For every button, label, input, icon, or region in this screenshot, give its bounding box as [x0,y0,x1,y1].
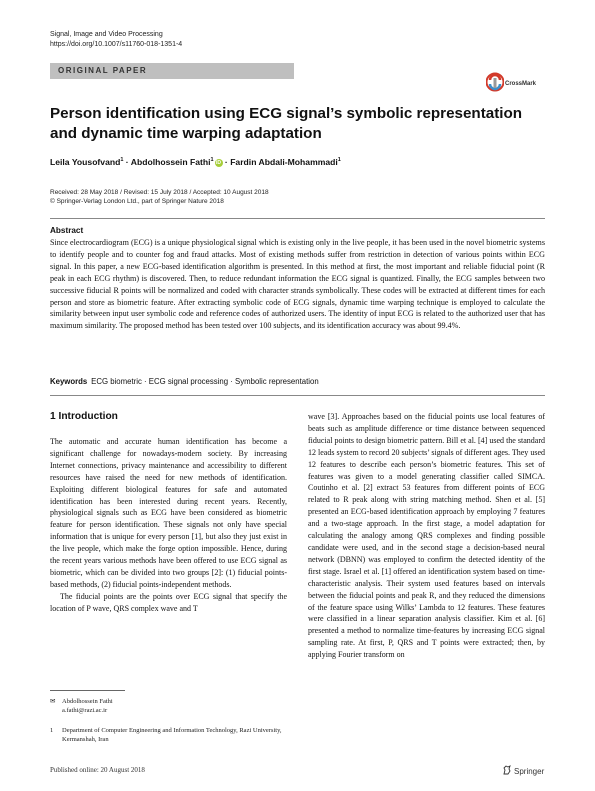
crossmark-badge[interactable] [486,72,546,98]
paragraph: wave [3]. Approaches based on the fiducial points use local features of beats such as amplitude difference or time distance between sequenced fiducial points to design biometric pattern. Bill et al. [4] used the standard 12 leads system to record 20 subjects’ signals of different ages. They used 12 features to describe each person’s biometric features. This set of features was given to a model generating classifier called SIMCA. Coutinho et al. [2] extract 53 features from different points of ECG related to R peak along with string matching method. Shen et al. [5] presented an ECG-based identification approach by employing 7 features and a two-stage approach. In the first stage, a model adaptation for calculating the analogy among QRS complexes and finding possible candidate were used, and in the second stage a decision-based neural network (DBNN) was employed to confirm the detected identity of the first stage. Israel et al. [1] offered an identification system based on time-characteristic analysis. Their system used features based on intervals between the fiducial points and peak R, and they reduced the dimensions of the feature space using Wilks’ Lambda to 12 features. These features were classified in a linear separation analysis classifier. Kim et al. [6] presented a method to normalize time-features by increasing ECG signal sampling rate. At first, P, QRS and T points were extracted; then, by applying Fourier transform on [308,412,545,660]
publisher-logo [502,765,544,776]
affiliation-text: Department of Computer Engineering and Information Technology, Razi University, Kermanshah, Iran [62,727,282,743]
author-name: Leila Yousofvand [50,157,121,167]
abstract-text: Since electrocardiogram (ECG) is a unique physiological signal which is existing only in the live people, it has been used in the novel biometric systems to identify people and to counter fog and fraud attacks. Most of existing methods suffer from restriction in detection of various points within ECG signal. In this paper, a new ECG-based identification algorithm is presented. In this method at first, the most important and reliable fiducial point (R peak in each ECG rhythm) is discovered. Then, to reduce redundant information the ECG signal is quantized. Finally, the ECG samples between two successive fiducial R points will be normalized and coded with character strands symbolically. These codes will be extracted at different times for each person and store as biometric feature. After extracting symbolic code of ECG signals, dynamic time warping technique is employed to calculate the similarity between input user symbolic code and reference codes of authorized users. The identity of input ECG is related to the authorized user that has maximum similarity. The proposed method has been tested over 100 subjects, and its identification accuracy was about 99.4%. [50,238,545,331]
envelope-icon: ✉ [50,698,56,705]
corresponding-author [50,697,113,715]
publisher-name: Springer [514,767,545,776]
footnote-divider [50,690,125,691]
journal-name: Signal, Image and Video Processing [50,31,163,38]
keywords [50,377,319,386]
paragraph: The fiducial points are the points over ECG signal that specify the location of P wave, QRS complex wave and T [50,591,287,613]
keywords-text: ECG biometric · ECG signal processing · Symbolic representation [91,377,319,386]
abstract-heading: Abstract [50,226,84,235]
article-type-label: ORIGINAL PAPER [58,66,148,75]
copyright-notice: © Springer-Verlag London Ltd., part of Springer Nature 2018 [50,198,224,205]
body-column-left [50,436,287,615]
author-list [50,157,341,167]
crossmark-label: CrossMark [505,81,537,87]
author-separator: · [123,157,131,167]
affiliation-number: 1 [50,727,54,734]
published-date: Published online: 20 August 2018 [50,766,145,774]
contact-email[interactable]: a.fathi@razi.ac.ir [62,707,108,714]
doi-link[interactable]: https://doi.org/10.1007/s11760-018-1351-4 [50,41,183,48]
crossmark-icon [486,72,504,94]
author-name: Abdolhossein Fathi [130,157,211,167]
article-dates: Received: 28 May 2018 / Revised: 15 July 2018 / Accepted: 10 August 2018 [50,189,269,196]
contact-name: Abdolhossein Fathi [62,698,113,705]
divider [50,395,545,396]
orcid-icon[interactable]: iD [216,160,222,166]
paragraph: The automatic and accurate human identification has become a significant challenge for nowadays-modern society. By increasing Internet connections, privacy maintenance and accessibility to different resources have raised the need for new methods of identification. Exploiting different biological features for safe and automated identification has been interested during recent years. Recently, physiological signals such as ECG have been considered as biometric feature for person identification. These signals not only have special information that is unique for every person [1], but also they just exist in the live people, which make the forge option impossible. Hence, during the recent years various methods have been offered to use ECG signal as biometric, which can be divided into two groups [2]: (1) fiducial points-based methods, (2) fiducial points-independent methods. [50,437,287,589]
author-separator: · [222,157,231,167]
affiliation [50,726,287,744]
affiliation-mark: 1 [337,157,341,164]
affiliation-mark: 1 [210,157,214,164]
body-column-right [308,411,545,661]
divider [50,218,545,219]
section-heading: 1 Introduction [50,411,118,422]
keywords-label: Keywords [50,377,88,386]
author-name: Fardin Abdali-Mohammadi [230,157,338,167]
affiliation-mark: 1 [120,157,124,164]
springer-horse-icon [502,765,512,775]
paper-title: Person identification using ECG signal’s symbolic representation and dynamic time warping adaptation [50,105,523,142]
